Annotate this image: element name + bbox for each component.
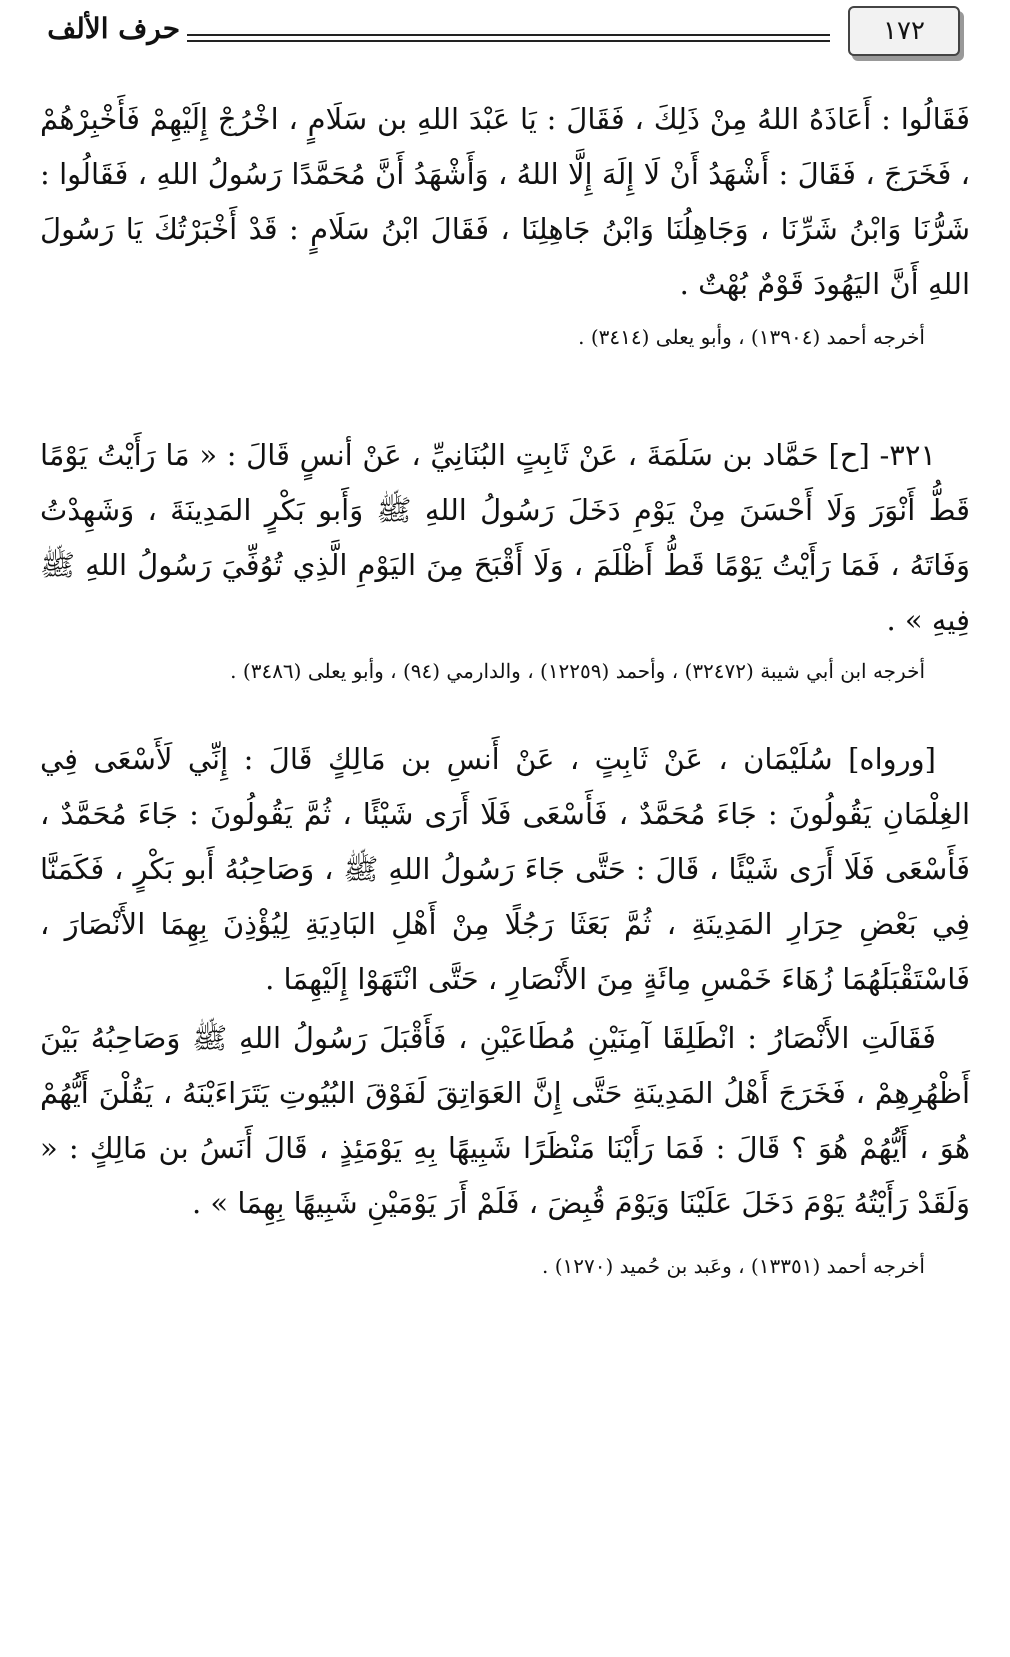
hadith-text: فَقَالُوا : أَعَاذَهُ اللهُ مِنْ ذَلِكَ ، فَقَالَ : يَا عَبْدَ اللهِ بن سَلَامٍ ، اخْرُجْ إِلَيْهِمْ فَأَخْبِرْهُمْ ، فَخَرَجَ ، فَقَالَ : أَشْهَدُ أَنْ لَا إِلَهَ إِلَّا اللهُ ، وَأَشْهَدُ أَنَّ مُحَمَّدًا رَسُولُ اللهِ ، فَقَالُوا : شَرُّنَا وَابْنُ شَرِّنَا ، وَجَاهِلُنَا وَابْنُ جَاهِلِنَا ، فَقَالَ ابْنُ سَلَامٍ : قَدْ أَخْبَرْتُكَ يَا رَسُولَ اللهِ أَنَّ اليَهُودَ قَوْمٌ بُهْتٌ . <box>40 102 970 301</box>
hadith-text: فَقَالَتِ الأَنْصَارُ : انْطَلِقَا آمِنَيْنِ مُطَاعَيْنِ ، فَأَقْبَلَ رَسُولُ اللهِ ﷺ وَصَاحِبُهُ بَيْنَ أَظْهُرِهِمْ ، فَخَرَجَ أَهْلُ المَدِينَةِ حَتَّى إِنَّ العَوَاتِقَ لَفَوْقَ البُيُوتِ يَتَرَاءَيْنَهُ ، يَقُلْنَ أَيُّهُمْ هُوَ ، أَيُّهُمْ هُوَ ؟ قَالَ : فَمَا رَأَيْنَا مَنْظَرًا شَبِيهًا بِهِ يَوْمَئِذٍ ، قَالَ أَنَسُ بن مَالِكٍ : « وَلَقَدْ رَأَيْتُهُ يَوْمَ دَخَلَ عَلَيْنَا وَيَوْمَ قُبِضَ ، فَلَمْ أَرَ يَوْمَيْنِ شَبِيهًا بِهِمَا » . <box>40 1021 970 1220</box>
page-number: ١٧٢ <box>883 16 925 46</box>
header-rule <box>187 34 830 42</box>
hadith-block <box>40 732 970 1283</box>
hadith-block <box>40 428 970 688</box>
source-note: أخرجه أحمد (١٣٩٠٤) ، وأبو يعلى (٣٤١٤) . <box>578 325 925 349</box>
hadith-block <box>40 92 970 354</box>
chapter-title: حرف الألف <box>47 12 180 45</box>
hadith-text: [ورواه] سُلَيْمَان ، عَنْ ثَابِتٍ ، عَنْ أَنسِ بن مَالِكٍ قَالَ : إِنِّي لَأَسْعَى فِي الغِلْمَانِ يَقُولُونَ : جَاءَ مُحَمَّدٌ ، فَأَسْعَى فَلَا أَرَى شَيْئًا ، ثُمَّ يَقُولُونَ : جَاءَ مُحَمَّدٌ ، فَأَسْعَى فَلَا أَرَى شَيْئًا ، قَالَ : حَتَّى جَاءَ رَسُولُ اللهِ ﷺ ، وَصَاحِبُهُ أَبو بَكْرٍ ، فَكَمَنَّا فِي بَعْضِ حِرَارِ المَدِينَةِ ، ثُمَّ بَعَثَا رَجُلًا مِنْ أَهْلِ البَادِيَةِ لِيُؤْذِنَ بِهِمَا الأَنْصَارَ ، فَاسْتَقْبَلَهُمَا زُهَاءَ خَمْسِ مِائَةٍ مِنَ الأَنْصَارِ ، حَتَّى انْتَهَوْا إِلَيْهِمَا . <box>40 742 970 996</box>
source-note: أخرجه ابن أبي شيبة (٣٢٤٧٢) ، وأحمد (١٢٢٥٩) ، والدارمي (٩٤) ، وأبو يعلى (٣٤٨٦) . <box>230 659 925 683</box>
hadith-text: ٣٢١- [ح] حَمَّاد بن سَلَمَةَ ، عَنْ ثَابِتٍ البُنَانِيِّ ، عَنْ أنسٍ قَالَ : « مَا رَأَيْتُ يَوْمًا قَطُّ أَنْوَرَ وَلَا أَحْسَنَ مِنْ يَوْمِ دَخَلَ رَسُولُ اللهِ ﷺ وَأَبو بَكْرٍ المَدِينَةَ ، وَشَهِدْتُ وَفَاتَهُ ، فَمَا رَأَيْتُ يَوْمًا قَطُّ أَظْلَمَ ، وَلَا أَقْبَحَ مِنَ اليَوْمِ الَّذِي تُوُفِّيَ رَسُولُ اللهِ ﷺ فِيهِ » . <box>40 438 970 637</box>
source-note: أخرجه أحمد (١٣٣٥١) ، وعَبد بن حُميد (١٢٧٠) . <box>542 1254 925 1278</box>
page-number-box <box>848 6 960 56</box>
